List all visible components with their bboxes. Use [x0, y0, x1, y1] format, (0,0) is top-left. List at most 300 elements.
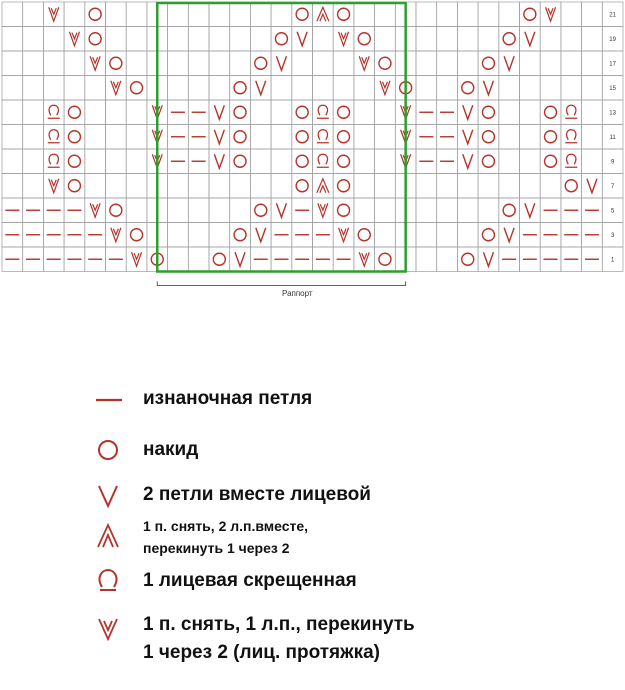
grid-cell [561, 51, 582, 76]
k2tog-symbol [483, 252, 493, 266]
grid-cell [85, 27, 106, 52]
grid-cell [168, 51, 189, 76]
grid-cell [209, 198, 230, 223]
grid-cell [126, 51, 147, 76]
row-number: 3 [610, 232, 615, 239]
cdd-symbol [317, 7, 329, 21]
yarn-over-symbol [379, 253, 391, 265]
grid-cell [437, 198, 458, 223]
purl-icon [88, 380, 128, 420]
grid-cell [478, 2, 499, 27]
grid-cell [64, 76, 85, 101]
grid-cell [168, 174, 189, 199]
ssk-symbol [339, 32, 349, 46]
grid-cell [582, 27, 603, 52]
grid-cell [209, 76, 230, 101]
yarn-over-symbol [89, 33, 101, 45]
legend-purl-text: изнаночная петля [143, 388, 313, 409]
grid-cell [478, 223, 499, 248]
k2tog-symbol [256, 81, 266, 95]
yarn-over-symbol [213, 253, 225, 265]
grid-cell [23, 149, 44, 174]
grid-cell [333, 51, 354, 76]
yarn-over-symbol [296, 131, 308, 143]
grid-cell [520, 2, 541, 27]
grid-cell [354, 198, 375, 223]
grid-cell [250, 198, 271, 223]
legend-k2tog-text: 2 петли вместе лицевой [143, 484, 371, 505]
yarn-over-symbol [234, 106, 246, 118]
grid-cell [230, 198, 251, 223]
grid-cell [43, 149, 64, 174]
grid-cell [478, 174, 499, 199]
grid-cell [540, 76, 561, 101]
grid-cell [2, 51, 23, 76]
grid-cell [540, 125, 561, 150]
grid-cell [561, 174, 582, 199]
grid-cell [230, 174, 251, 199]
yarn-over-symbol [234, 82, 246, 94]
grid-cell [64, 51, 85, 76]
grid-cell [250, 51, 271, 76]
grid-cell [250, 125, 271, 150]
grid-cell [106, 27, 127, 52]
grid-cell [168, 247, 189, 272]
grid-cell [499, 76, 520, 101]
yarn-over-symbol [89, 8, 101, 20]
grid-cell [520, 51, 541, 76]
grid-cell [209, 27, 230, 52]
grid-cell [375, 125, 396, 150]
grid-cell [375, 2, 396, 27]
grid-cell [168, 27, 189, 52]
grid-cell [499, 174, 520, 199]
grid-cell [271, 76, 292, 101]
grid-cell [354, 223, 375, 248]
grid-cell [457, 223, 478, 248]
grid-cell [540, 27, 561, 52]
grid-cell [313, 27, 334, 52]
row-number: 5 [610, 208, 615, 215]
grid-cell [292, 149, 313, 174]
yarn-over-symbol [234, 229, 246, 241]
k2tog-symbol [463, 105, 473, 119]
grid-cell [168, 76, 189, 101]
legend-twisted-text: 1 лицевая скрещенная [143, 570, 357, 591]
grid-cell [457, 174, 478, 199]
yarn-over-symbol [358, 33, 370, 45]
grid-cell [457, 51, 478, 76]
grid-cell [416, 51, 437, 76]
grid-cell [85, 149, 106, 174]
row-number: 9 [610, 159, 615, 166]
grid-cell [457, 198, 478, 223]
k2tog-symbol [297, 32, 307, 46]
k2tog-symbol [587, 179, 597, 193]
yarn-over-symbol [296, 8, 308, 20]
grid-cell [375, 198, 396, 223]
grid-cell [457, 27, 478, 52]
grid-cell [23, 174, 44, 199]
grid-cell [230, 76, 251, 101]
grid-cell [106, 149, 127, 174]
yarn-over-symbol [545, 155, 557, 167]
grid-cell [230, 223, 251, 248]
legend-cdd-line1: 1 п. снять, 2 л.п.вместе, [143, 518, 309, 534]
grid-cell [313, 125, 334, 150]
grid-cell [43, 27, 64, 52]
grid-cell [23, 76, 44, 101]
grid-cell [540, 174, 561, 199]
yarn-over-symbol [482, 229, 494, 241]
grid-cell [271, 174, 292, 199]
cdd-symbol [317, 179, 329, 193]
grid-cell [188, 2, 209, 27]
grid-cell [437, 174, 458, 199]
grid-cell [416, 198, 437, 223]
k2tog-symbol [276, 203, 286, 217]
ssk-symbol [339, 228, 349, 242]
grid-cell [168, 198, 189, 223]
yarn-over-icon [88, 430, 128, 470]
grid-cell [416, 76, 437, 101]
grid-cell [2, 27, 23, 52]
grid-cell [64, 100, 85, 125]
grid-cell [43, 125, 64, 150]
ssk-symbol [90, 203, 100, 217]
twisted-knit-symbol [48, 154, 60, 167]
grid-cell [230, 149, 251, 174]
yarn-over-symbol [503, 204, 515, 216]
grid-cell [271, 2, 292, 27]
grid-cell [209, 51, 230, 76]
grid-cell [106, 174, 127, 199]
grid-cell [499, 27, 520, 52]
grid-cell [499, 2, 520, 27]
ssk-symbol [111, 81, 121, 95]
grid-cell [188, 247, 209, 272]
grid-cell [292, 2, 313, 27]
grid-cell [478, 125, 499, 150]
grid-cell [126, 100, 147, 125]
grid-cell [582, 125, 603, 150]
grid-cell [437, 223, 458, 248]
grid-cell [188, 27, 209, 52]
grid-cell [437, 27, 458, 52]
ssk-symbol [111, 228, 121, 242]
grid-cell [230, 2, 251, 27]
grid-cell [188, 174, 209, 199]
grid-cell [188, 76, 209, 101]
grid-cell [271, 27, 292, 52]
row-number: 7 [610, 183, 615, 190]
grid-cell [168, 223, 189, 248]
grid-cell [416, 27, 437, 52]
grid-cell [43, 51, 64, 76]
ssk-symbol [49, 179, 59, 193]
grid-cell [188, 223, 209, 248]
grid-cell [582, 51, 603, 76]
grid-cell [230, 125, 251, 150]
ssk-symbol [359, 252, 369, 266]
grid-cell [582, 2, 603, 27]
k2tog-symbol [525, 32, 535, 46]
row-number: 21 [609, 12, 616, 19]
grid-cell [292, 174, 313, 199]
yarn-over-symbol [68, 131, 80, 143]
grid-cell [126, 2, 147, 27]
grid-cell [561, 76, 582, 101]
twisted-knit-symbol [565, 154, 577, 167]
grid-cell [333, 100, 354, 125]
twisted-knit-symbol [317, 154, 329, 167]
grid-cell [23, 100, 44, 125]
grid-cell [354, 149, 375, 174]
legend-ssk-line2: 1 через 2 (лиц. протяжка) [143, 642, 380, 663]
grid-cell [354, 125, 375, 150]
grid-cell [64, 149, 85, 174]
grid-cell [520, 149, 541, 174]
yarn-over-symbol [296, 155, 308, 167]
grid-cell [478, 100, 499, 125]
grid-cell [499, 198, 520, 223]
yarn-over-symbol [462, 82, 474, 94]
yarn-over-symbol [338, 8, 350, 20]
grid-cell [23, 51, 44, 76]
k2tog-symbol [214, 130, 224, 144]
yarn-over-symbol [358, 229, 370, 241]
grid-cell [313, 100, 334, 125]
yarn-over-symbol [338, 180, 350, 192]
grid-cell [375, 223, 396, 248]
grid-cell [292, 51, 313, 76]
ssk-symbol [49, 7, 59, 21]
grid-cell [126, 198, 147, 223]
legend-k2tog [88, 475, 568, 515]
row-number: 15 [609, 85, 616, 92]
k2tog-symbol [256, 228, 266, 242]
grid-cell [375, 27, 396, 52]
repeat-label: Раппорт [282, 289, 313, 298]
grid-cell [85, 174, 106, 199]
grid-cell [333, 2, 354, 27]
yarn-over-symbol [565, 180, 577, 192]
yarn-over-symbol [234, 155, 246, 167]
k2tog-symbol [463, 154, 473, 168]
yarn-over-symbol [338, 204, 350, 216]
yarn-over-symbol [296, 106, 308, 118]
grid-cell [250, 149, 271, 174]
grid-cell [561, 149, 582, 174]
grid-cell [540, 51, 561, 76]
knitting-chart [0, 0, 625, 300]
grid-cell [126, 76, 147, 101]
grid-cell [209, 223, 230, 248]
yarn-over-symbol [482, 57, 494, 69]
grid-cell [540, 149, 561, 174]
grid-cell [271, 100, 292, 125]
k2tog-icon [88, 475, 128, 515]
grid-cell [250, 27, 271, 52]
grid-cell [354, 76, 375, 101]
yarn-over-symbol [68, 180, 80, 192]
grid-cell [561, 100, 582, 125]
grid-cell [416, 174, 437, 199]
yarn-over-symbol [255, 204, 267, 216]
grid-cell [520, 76, 541, 101]
grid-cell [209, 2, 230, 27]
grid-cell [250, 2, 271, 27]
yarn-over-symbol [68, 106, 80, 118]
ssk-symbol [359, 56, 369, 70]
grid-cell [250, 100, 271, 125]
yarn-over-symbol [545, 106, 557, 118]
grid-cell [354, 100, 375, 125]
twisted-knit-symbol [565, 130, 577, 143]
legend-cdd-line2: перекинуть 1 через 2 [143, 540, 290, 556]
ssk-symbol [90, 56, 100, 70]
yarn-over-symbol [545, 131, 557, 143]
grid-cell [126, 27, 147, 52]
grid-cell [23, 2, 44, 27]
k2tog-symbol [214, 154, 224, 168]
grid-cell [64, 2, 85, 27]
grid-cell [292, 76, 313, 101]
grid-cell [457, 76, 478, 101]
twisted-knit-symbol [48, 105, 60, 118]
grid-cell [437, 247, 458, 272]
yarn-over-symbol [482, 106, 494, 118]
chart-symbols [5, 7, 599, 266]
grid-cell [499, 149, 520, 174]
grid-cell [354, 27, 375, 52]
yarn-over-symbol [338, 131, 350, 143]
yarn-over-symbol [462, 253, 474, 265]
legend-yarn-over [88, 430, 568, 470]
row-number: 17 [609, 61, 616, 68]
ssk-symbol [546, 7, 556, 21]
yarn-over-symbol [482, 131, 494, 143]
grid-cell [478, 198, 499, 223]
grid-cell [375, 149, 396, 174]
ssk-symbol [69, 32, 79, 46]
grid-cell [437, 51, 458, 76]
legend-ssk-line1: 1 п. снять, 1 л.п., перекинуть [143, 614, 415, 635]
yarn-over-symbol [255, 57, 267, 69]
grid-cell [126, 223, 147, 248]
grid-cell [561, 27, 582, 52]
ssk-symbol [132, 252, 142, 266]
grid-cell [126, 174, 147, 199]
grid-cell [478, 149, 499, 174]
row-number: 13 [609, 110, 616, 117]
grid-cell [85, 100, 106, 125]
grid-cell [188, 198, 209, 223]
grid-cell [126, 149, 147, 174]
grid-cell [375, 247, 396, 272]
yarn-over-symbol [234, 131, 246, 143]
grid-cell [85, 76, 106, 101]
k2tog-symbol [235, 252, 245, 266]
grid-cell [43, 100, 64, 125]
grid-cell [582, 100, 603, 125]
grid-cell [561, 125, 582, 150]
grid-cell [106, 198, 127, 223]
yarn-over-symbol [275, 33, 287, 45]
grid-cell [416, 223, 437, 248]
grid-cell [2, 100, 23, 125]
grid-cell [2, 76, 23, 101]
grid-cell [333, 198, 354, 223]
legend-ssk [88, 608, 568, 668]
cdd-icon [88, 515, 128, 555]
grid-cell [499, 125, 520, 150]
grid-cell [499, 100, 520, 125]
grid-cell [106, 100, 127, 125]
yarn-over-symbol [296, 180, 308, 192]
grid-cell [2, 149, 23, 174]
grid-cell [85, 2, 106, 27]
grid-cell [354, 174, 375, 199]
grid-cell [230, 51, 251, 76]
k2tog-symbol [525, 203, 535, 217]
grid-cell [437, 2, 458, 27]
grid-cell [168, 2, 189, 27]
grid-cell [416, 247, 437, 272]
grid-cell [457, 2, 478, 27]
twisted-knit-symbol [565, 105, 577, 118]
yarn-over-symbol [110, 57, 122, 69]
yarn-over-symbol [482, 155, 494, 167]
grid-cell [582, 76, 603, 101]
grid-cell [2, 125, 23, 150]
legend-cdd [88, 515, 568, 563]
yarn-over-symbol [503, 33, 515, 45]
chart-grid [2, 2, 623, 272]
grid-cell [375, 51, 396, 76]
yarn-over-symbol [338, 155, 350, 167]
grid-cell [230, 27, 251, 52]
ssk-symbol [318, 203, 328, 217]
row-numbers [609, 12, 616, 263]
grid-cell [23, 125, 44, 150]
grid-cell [540, 100, 561, 125]
grid-cell [64, 125, 85, 150]
twisted-knit-symbol [48, 130, 60, 143]
legend-twisted [88, 562, 568, 602]
legend-yarn-over-text: накид [143, 439, 199, 460]
grid-cell [313, 76, 334, 101]
grid-cell [209, 174, 230, 199]
k2tog-symbol [463, 130, 473, 144]
yarn-over-symbol [110, 204, 122, 216]
k2tog-symbol [214, 105, 224, 119]
k2tog-symbol [483, 81, 493, 95]
grid-cell [437, 76, 458, 101]
yarn-over-symbol [338, 106, 350, 118]
grid-cell [209, 247, 230, 272]
grid-cell [333, 76, 354, 101]
grid-cell [106, 51, 127, 76]
yarn-over-symbol [524, 8, 536, 20]
ssk-icon [88, 608, 128, 648]
grid-cell [375, 174, 396, 199]
grid-cell [23, 27, 44, 52]
twisted-knit-icon [88, 562, 128, 602]
ssk-symbol [380, 81, 390, 95]
twisted-knit-symbol [317, 105, 329, 118]
grid-cell [582, 149, 603, 174]
